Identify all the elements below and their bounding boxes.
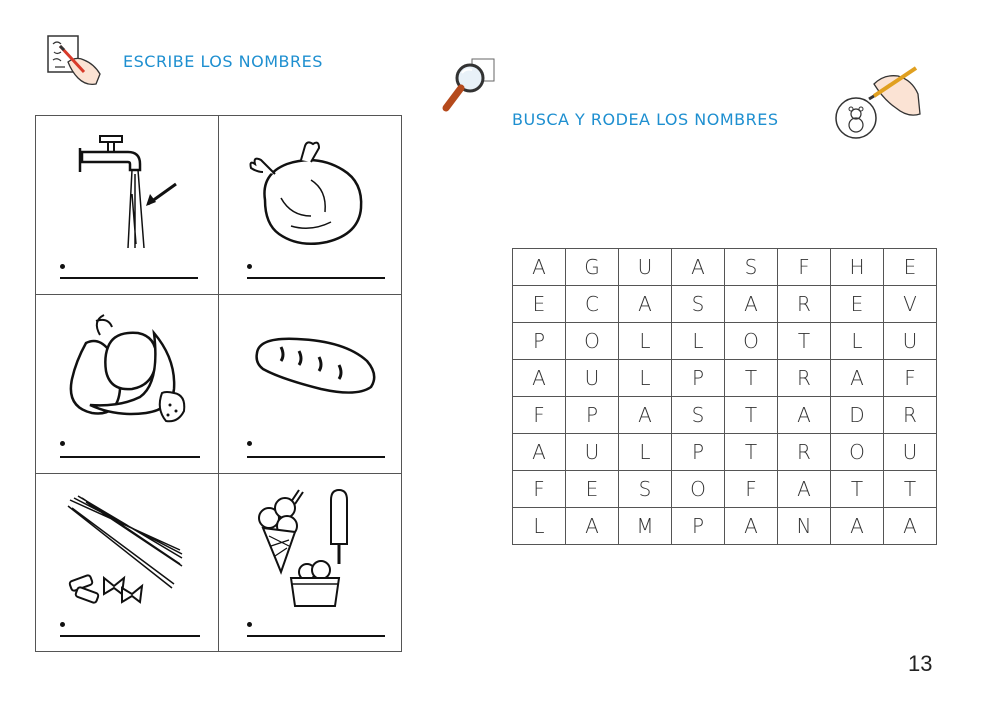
letter-cell[interactable]: O (672, 471, 725, 508)
letter-cell[interactable]: O (566, 323, 619, 360)
letter-cell[interactable]: U (884, 323, 937, 360)
letter-cell[interactable]: C (566, 286, 619, 323)
letter-cell[interactable]: A (778, 471, 831, 508)
magnifying-glass-icon (438, 56, 500, 118)
letter-cell[interactable]: D (831, 397, 884, 434)
letter-cell[interactable]: P (513, 323, 566, 360)
word-grid-row (513, 323, 937, 360)
letter-cell[interactable]: N (778, 508, 831, 545)
heading-write-names: ESCRIBE LOS NOMBRES (123, 52, 323, 71)
letter-cell[interactable]: S (672, 397, 725, 434)
word-grid-row (513, 249, 937, 286)
letter-cell[interactable]: A (619, 286, 672, 323)
pasta-icon (64, 492, 188, 608)
letter-cell[interactable]: S (725, 249, 778, 286)
letter-cell[interactable]: T (884, 471, 937, 508)
letter-cell[interactable]: A (513, 360, 566, 397)
letter-cell[interactable]: S (619, 471, 672, 508)
letter-cell[interactable]: F (513, 397, 566, 434)
page-number: 13 (908, 651, 933, 676)
letter-cell[interactable]: S (672, 286, 725, 323)
letter-cell[interactable]: A (672, 249, 725, 286)
word-grid-row (513, 471, 937, 508)
letter-cell[interactable]: A (513, 249, 566, 286)
fruits-icon (66, 313, 190, 425)
letter-cell[interactable]: E (884, 249, 937, 286)
word-grid-row (513, 286, 937, 323)
picture-cell-tap (36, 116, 219, 295)
letter-cell[interactable]: T (725, 360, 778, 397)
letter-cell[interactable]: A (725, 286, 778, 323)
letter-cell[interactable]: U (619, 249, 672, 286)
letter-cell[interactable]: P (672, 434, 725, 471)
picture-cell-fruits (36, 295, 219, 474)
letter-cell[interactable]: L (672, 323, 725, 360)
letter-cell[interactable]: L (619, 434, 672, 471)
letter-cell[interactable]: R (778, 360, 831, 397)
letter-cell[interactable]: T (725, 434, 778, 471)
letter-cell[interactable]: H (831, 249, 884, 286)
letter-cell[interactable]: M (619, 508, 672, 545)
letter-cell[interactable]: A (513, 434, 566, 471)
letter-cell[interactable]: L (513, 508, 566, 545)
letter-cell[interactable]: E (566, 471, 619, 508)
letter-cell[interactable]: T (831, 471, 884, 508)
letter-cell[interactable]: F (725, 471, 778, 508)
letter-cell[interactable]: G (566, 249, 619, 286)
hand-circling-icon (832, 62, 924, 146)
letter-cell[interactable]: L (619, 360, 672, 397)
letter-cell[interactable]: F (778, 249, 831, 286)
letter-cell[interactable]: F (513, 471, 566, 508)
word-grid-row (513, 508, 937, 545)
water-tap-icon (76, 134, 186, 250)
letter-cell[interactable]: O (725, 323, 778, 360)
letter-cell[interactable]: F (884, 360, 937, 397)
word-grid-row (513, 434, 937, 471)
letter-cell[interactable]: A (831, 360, 884, 397)
letter-cell[interactable]: L (831, 323, 884, 360)
heading-find-names: BUSCA Y RODEA LOS NOMBRES (512, 110, 779, 129)
letter-cell[interactable]: R (884, 397, 937, 434)
letter-cell[interactable]: P (672, 508, 725, 545)
letter-cell[interactable]: U (566, 360, 619, 397)
picture-cell-chicken (219, 116, 402, 295)
letter-cell[interactable]: P (566, 397, 619, 434)
letter-cell[interactable]: R (778, 434, 831, 471)
letter-cell[interactable]: E (513, 286, 566, 323)
bread-loaf-icon (253, 335, 377, 395)
roast-chicken-icon (251, 140, 371, 244)
letter-cell[interactable]: A (566, 508, 619, 545)
letter-cell[interactable]: O (831, 434, 884, 471)
letter-cell[interactable]: A (725, 508, 778, 545)
picture-grid (35, 115, 402, 652)
letter-cell[interactable]: A (619, 397, 672, 434)
letter-cell[interactable]: T (725, 397, 778, 434)
letter-cell[interactable]: E (831, 286, 884, 323)
ice-cream-icon (257, 488, 367, 612)
letter-cell[interactable]: U (566, 434, 619, 471)
hand-writing-icon (46, 32, 106, 88)
picture-cell-ice-cream (219, 474, 402, 653)
word-search-grid (512, 248, 937, 545)
letter-cell[interactable]: A (831, 508, 884, 545)
picture-cell-pasta (36, 474, 219, 653)
letter-cell[interactable]: R (778, 286, 831, 323)
word-grid-row (513, 360, 937, 397)
letter-cell[interactable]: A (778, 397, 831, 434)
letter-cell[interactable]: U (884, 434, 937, 471)
letter-cell[interactable]: P (672, 360, 725, 397)
letter-cell[interactable]: T (778, 323, 831, 360)
letter-cell[interactable]: A (884, 508, 937, 545)
picture-cell-bread (219, 295, 402, 474)
letter-cell[interactable]: L (619, 323, 672, 360)
letter-cell[interactable]: V (884, 286, 937, 323)
word-grid-row (513, 397, 937, 434)
